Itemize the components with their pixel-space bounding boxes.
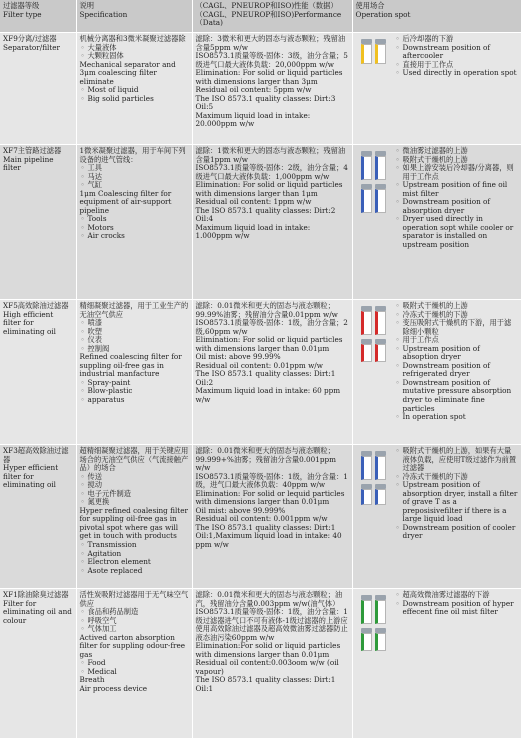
filter-green-icon bbox=[356, 591, 392, 651]
performance-cell: 滤除：1微米和更大的固态与液态颗粒；残留油含量1ppm w/w ISO8573.1质量等级-固体：2级，油分含量；4级进气口最大液体负载：1,000ppm w/w Elimination: For solid or liquid particles with dimensions larger than 1μm Residual oil content: 1ppm w/w The ISO 8573.1 quality classes: Dirt:2 Oil:4 Maximum liquid load in intake: 1.000ppm w/w bbox=[192, 145, 352, 300]
specification-cell: 1微米凝聚过滤器，用于车间下列设备的进气管线： ◦ 工具 ◦ 马达 ◦ 气缸 1μm Coalescing filter for equipment of air-support pipeline ◦ Tools ◦ Motors ◦ Air crocks bbox=[76, 145, 192, 300]
header-operation-spot: 使用场合 Operation spot bbox=[352, 0, 521, 33]
filter-type-cell: XF9分离/过滤器 Separator/filter bbox=[0, 33, 76, 145]
specification-cell: 机械分离器和3微米凝聚过滤器除 ◦ 大量液体 ◦ 大颗粒固体 Mechanical separator and 3μm coalescing filter eliminate ◦ Most of liquid ◦ Big solid particles bbox=[76, 33, 192, 145]
operation-spot-cell: ◦ 吸附式干燥机的上游，如果有大量液体负载，应使用T级过滤作为前置过滤器 ◦ 冷冻式干燥机的下游 ◦ Upstream position of absorption dryer, install a filter of grave T as a preposisivefilter if there is a large liquid load ◦ Downstream position of cooler dryer bbox=[352, 445, 521, 589]
specification-cell: 超精细凝聚过滤器，用于关键应用场合的无油空气供应（气流接触产品）的场合 ◦ 传送 ◦ 搅动 ◦ 电子元件制造 ◦ 氮更换 Hyper refined coalesing filter for suppling oil-free gas in pivotal spot where gas will get in touch with products ◦ Transmission ◦ Agitation ◦ Electron element ◦ Asote replaced bbox=[76, 445, 192, 589]
table-row bbox=[0, 445, 521, 589]
performance-cell: 滤除：0.01微米和更大的固态与液态颗粒；油汽，残留油分含量0.003ppm w/w(油气体）ISO8573.1质量等级-固体：1级，油分含量：1级过滤器进气口不可有液体-1级过滤器的上游应使用高效除油过滤器及超高效微油雾过滤器防止液态油污染60ppm w/w Elimination:For solid or liquid particles with dimensions larger than 0.01μm Residual oil content:0.003oom w/w (oil vapour) The ISO 8573.1 quality classes: Dirt:1 Oil:1 bbox=[192, 589, 352, 739]
operation-spot-cell: ◦ 吸附式干燥机的上游 ◦ 冷冻式干燥机的下游 ◦ 变压吸附式干燥机的下游，用于滤除细小颗粒 ◦ 用于工作点 ◦ Upstream position of absoption dryer ◦ Downstream position of refrigerated dryer ◦ Downstream position of mutative pressure absorption dryer to eliminate fine particles ◦ In operation spot bbox=[352, 300, 521, 445]
header-filter-type: 过滤器等级 Filter type bbox=[0, 0, 76, 33]
table-row bbox=[0, 300, 521, 445]
table-row bbox=[0, 145, 521, 300]
filter-type-cell: XF1除油除臭过滤器 Filter for eliminating oil and colour bbox=[0, 589, 76, 739]
filter-yellow-icon bbox=[356, 35, 392, 78]
table-row bbox=[0, 589, 521, 739]
filter-blue-icon bbox=[356, 147, 392, 250]
header-row bbox=[0, 0, 521, 33]
filter-type-cell: XF5高效除油过滤器 High efficient filter for eliminating oil bbox=[0, 300, 76, 445]
performance-cell: 滤除：0.01微米和更大的固态与液态颗粒；99.99%油雾；残留油分含量0.01ppm w/w ISO8573.1质量等级-固体：1级，油分含量；2级,60ppm w/w Elimination: For solid or liquid particles with dimensions larger than 0.01μm Oil mist: above 99.99% Residual oil content: 0.01ppm w/w The ISO 8573.1 quality classes: Dirt:1 Oil:2 Maximum liquid load in intake: 60 ppm w/w bbox=[192, 300, 352, 445]
filter-type-cell: XF7主管路过滤器 Main pipeline filter bbox=[0, 145, 76, 300]
operation-spot-cell: ◦ 超高效微油雾过滤器的下游 ◦ Downstream position of hyper effecent fine oil mist filter bbox=[352, 589, 521, 739]
operation-spot-cell: ◦ 后冷却器的下游 ◦ Downstream position of aftercooler ◦ 直接用于工作点 ◦ Used directly in operation spot bbox=[352, 33, 521, 145]
header-performance: （CAGL、PNEUROP和ISO)性能（数据）（CAGL、PNEUROP和ISO)Performance（Data) bbox=[192, 0, 352, 33]
filter-blue-2-icon bbox=[356, 447, 392, 541]
header-specification: 说明 Specification bbox=[76, 0, 192, 33]
filter-type-cell: XF3超高效除油过滤器 Hyper efficient filter for eliminating oil bbox=[0, 445, 76, 589]
specification-cell: 活性炭吸附过滤器用于无气味空气供应 ◦ 食品和药品制造 ◦ 呼吸空气 ◦ 气体加工 Actived carton absorption filter for suppling odour-free gas ◦ Food ◦ Medical Breath Air process device bbox=[76, 589, 192, 739]
performance-cell: 滤除：0.01微米和更大的固态与液态颗粒；99.999+%油雾；残留油分含量0.001ppm w/w ISO8573.1质量等级-固体：1级，油分含量：1级，进气口最大液体负载：40ppm w/w Elimination: For solid or lequid particles with dimensions larger than 0.01μm Oil mist: above 99.999% Residual oil content: 0.001ppm w/w The ISO 8573.1 quality classes: Dirt:1 Oil:1,Maximum liquid load in intake: 40 ppm w/w bbox=[192, 445, 352, 589]
specification-cell: 精细凝聚过滤器，用于工业生产的无油空气供应 ◦ 喷漆 ◦ 吹塑 ◦ 仪表 ◦ 控制阀 Refined coalescing filter for suppling oil-free gas in industrial manfacture ◦ Spray-paint ◦ Blow-plastic ◦ apparatus bbox=[76, 300, 192, 445]
operation-spot-cell: ◦ 微油雾过滤器的上游 ◦ 吸附式干燥机的上游 ◦ 如果上游安装后冷却器/分离器，则用于工作点 ◦ Upstream position of fine oil mist filter ◦ Downstream position of absorption dryer ◦ Dryer used directly in operation sopt while cooler or sparator is installed on upstream position bbox=[352, 145, 521, 300]
filter-red-icon bbox=[356, 302, 392, 422]
performance-cell: 滤除：3微米和更大的固态与液态颗粒；残留油含量5ppm w/w ISO8573.1质量等级-固体：3级，油分含量；5级进气口最大液体负载：20,000ppm w/w Elimination: For solid or liquid particles with dimensions larger than 3μm Residual oil content: 5ppm w/w The ISO 8573.1 quality classes: Dirt:3 Oil:5 Maximum liquid load in intake: 20.000ppm w/w bbox=[192, 33, 352, 145]
table-row bbox=[0, 33, 521, 145]
